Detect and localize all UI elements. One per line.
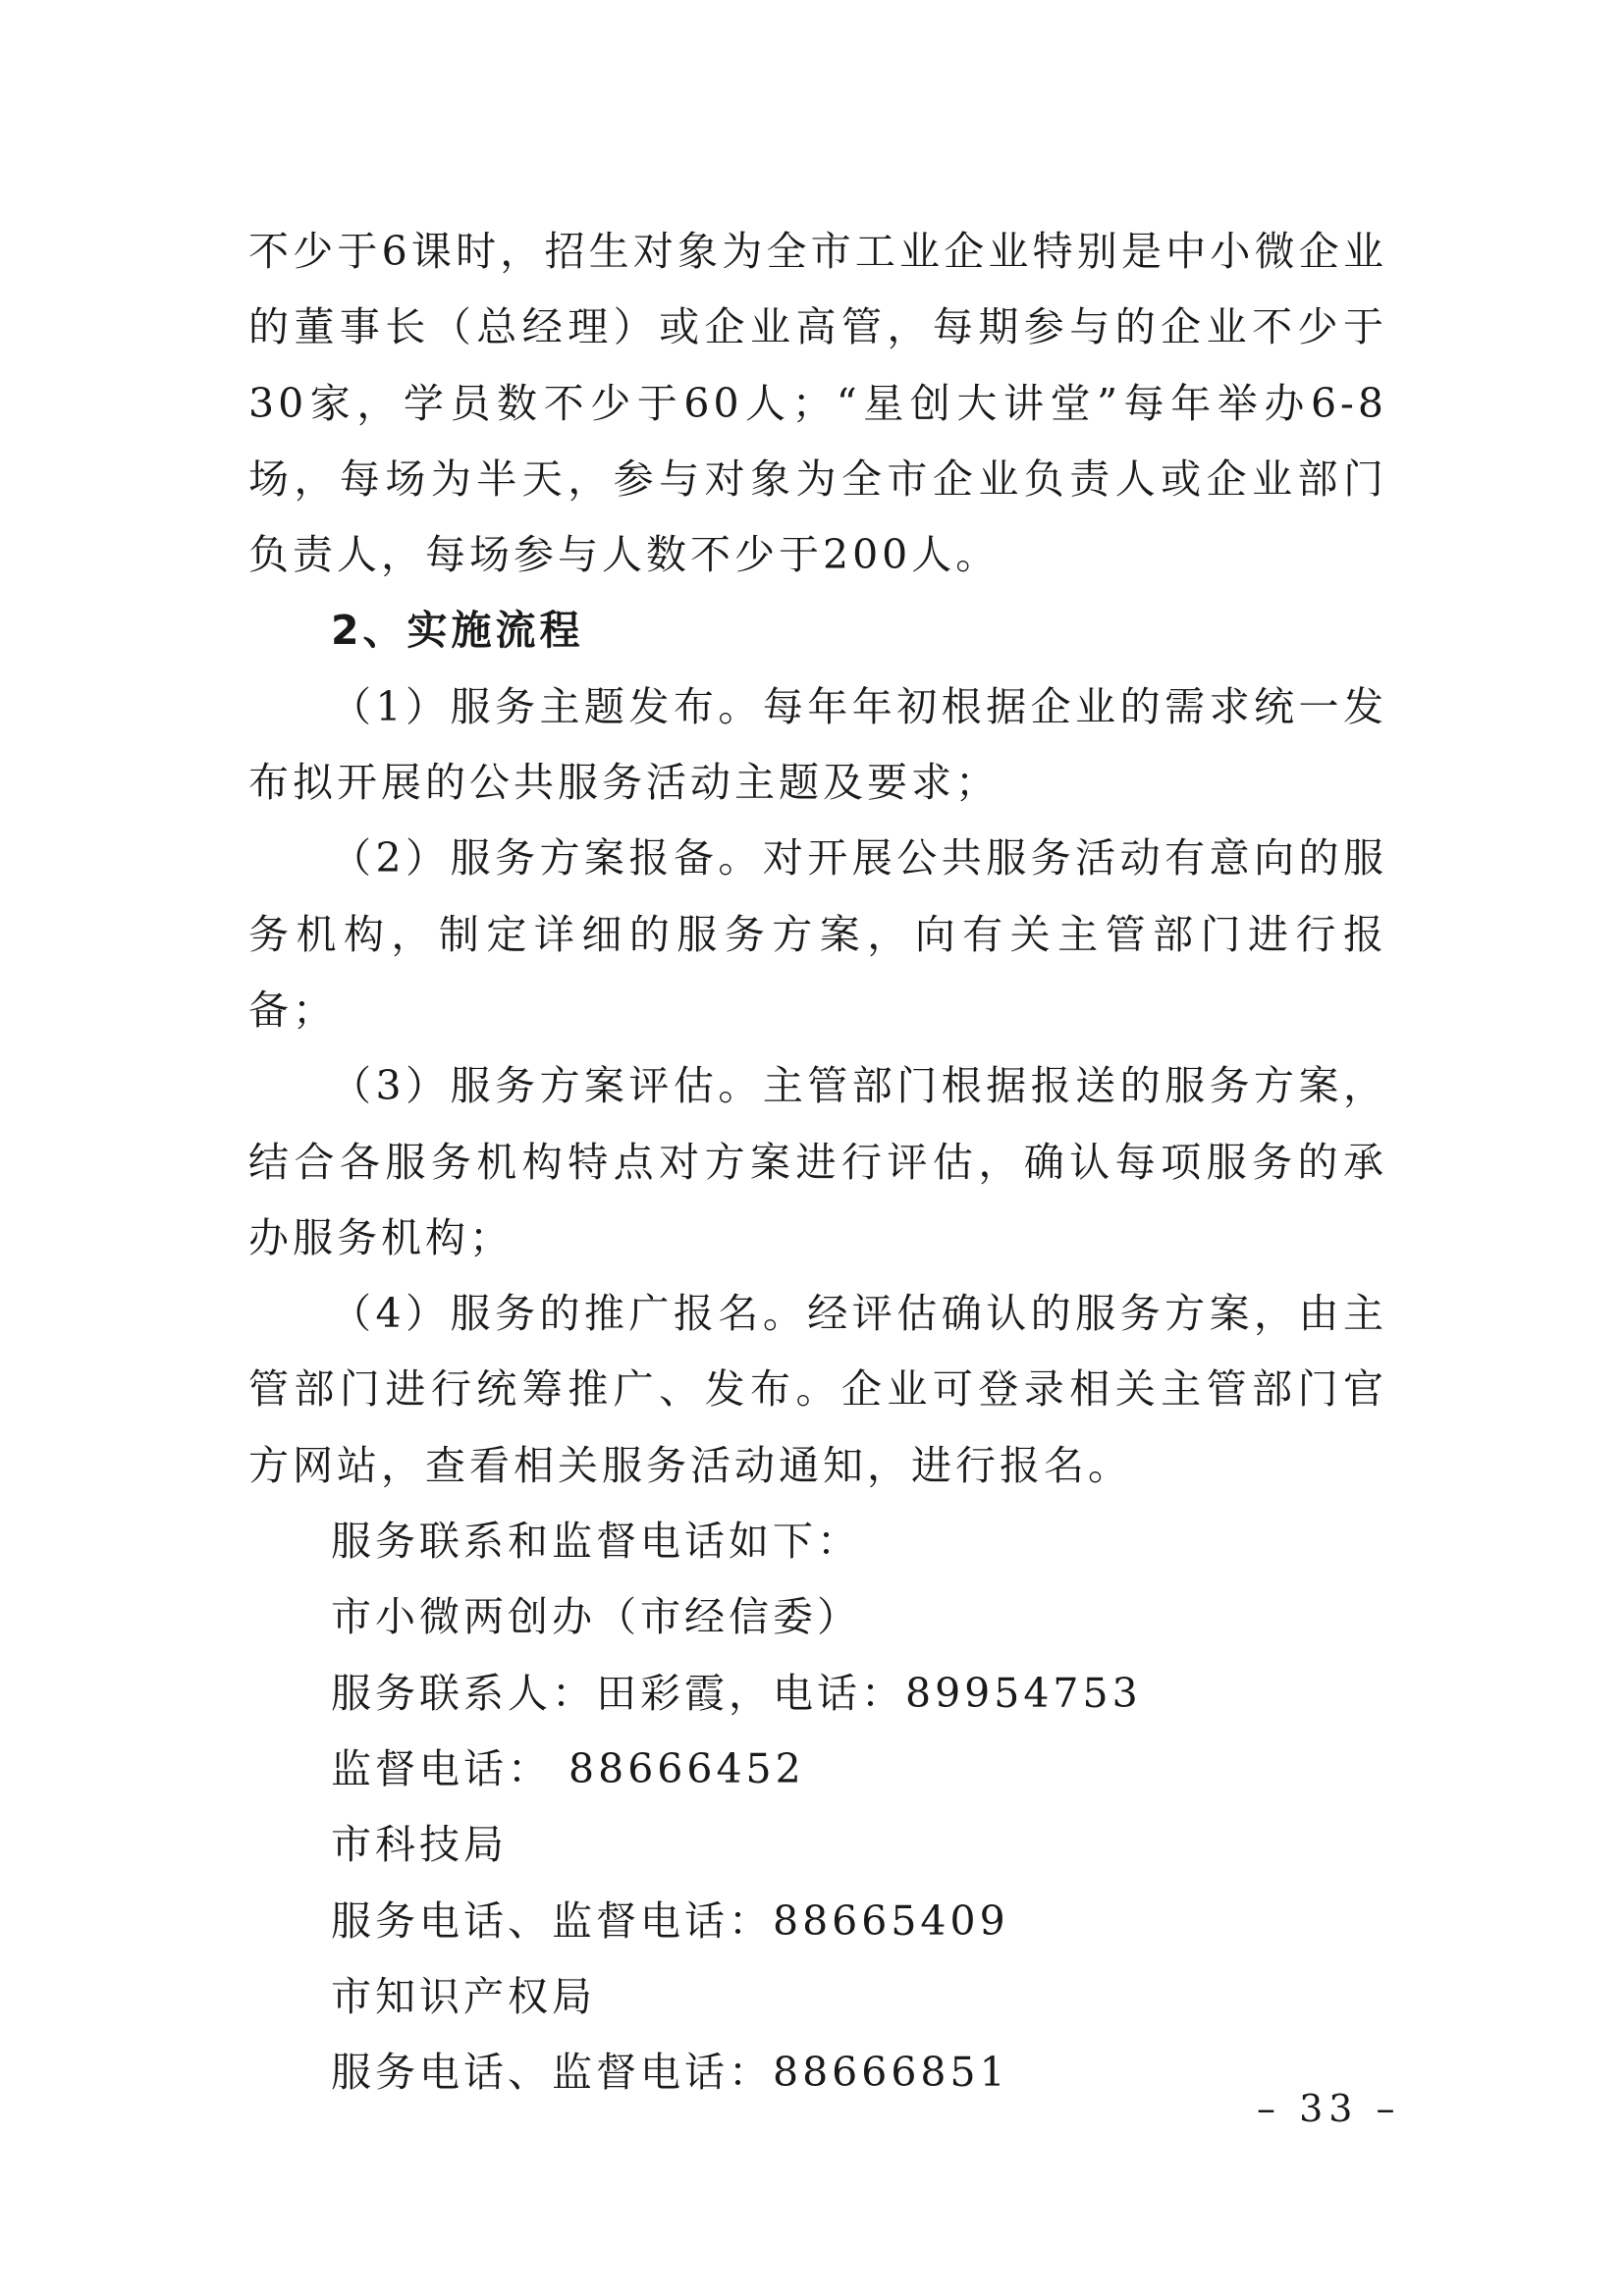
page-number: – 33 – [1257,2087,1401,2130]
contact-org-sme-office-supervision: 监督电话： 88666452 [331,1744,805,1792]
contact-list [248,1504,1387,2110]
contact-intro: 服务联系和监督电话如下： [331,1518,861,1566]
contact-org-ip-bureau: 市知识产权局 [331,1972,596,2020]
document-body [248,214,1387,2110]
contact-org-sme-office: 市小微两创办（市经信委） [331,1593,861,1641]
paragraph-training-details: 不少于6课时，招生对象为全市工业企业特别是中小微企业的董事长（总经理）或企业高管，每期参与的企业不少于30家，学员数不少于60人；“星创大讲堂”每年举办6-8场，每场为半天，参与对象为全市企业负责人或企业部门负责人，每场参与人数不少于200人。 [248,228,1387,579]
contact-org-science-bureau: 市科技局 [331,1821,508,1869]
contact-org-science-bureau-phone: 服务电话、监督电话：88665409 [331,1896,1009,1945]
contact-org-ip-bureau-phone: 服务电话、监督电话：88666851 [331,2049,1009,2097]
paragraph-step-3: （3）服务方案评估。主管部门根据报送的服务方案，结合各服务机构特点对方案进行评估，确认每项服务的承办服务机构； [248,1062,1387,1261]
contact-org-sme-office-person: 服务联系人：田彩霞，电话：89954753 [331,1669,1142,1717]
paragraph-step-2: （2）服务方案报备。对开展公共服务活动有意向的服务机构，制定详细的服务方案，向有关主管部门进行报备； [248,834,1387,1034]
paragraph-step-4: （4）服务的推广报名。经评估确认的服务方案，由主管部门进行统筹推广、发布。企业可登录相关主管部门官方网站，查看相关服务活动通知，进行报名。 [248,1290,1387,1489]
section-heading-implementation-process: 2、实施流程 [331,607,584,655]
paragraph-step-1: （1）服务主题发布。每年年初根据企业的需求统一发布拟开展的公共服务活动主题及要求； [248,682,1387,807]
